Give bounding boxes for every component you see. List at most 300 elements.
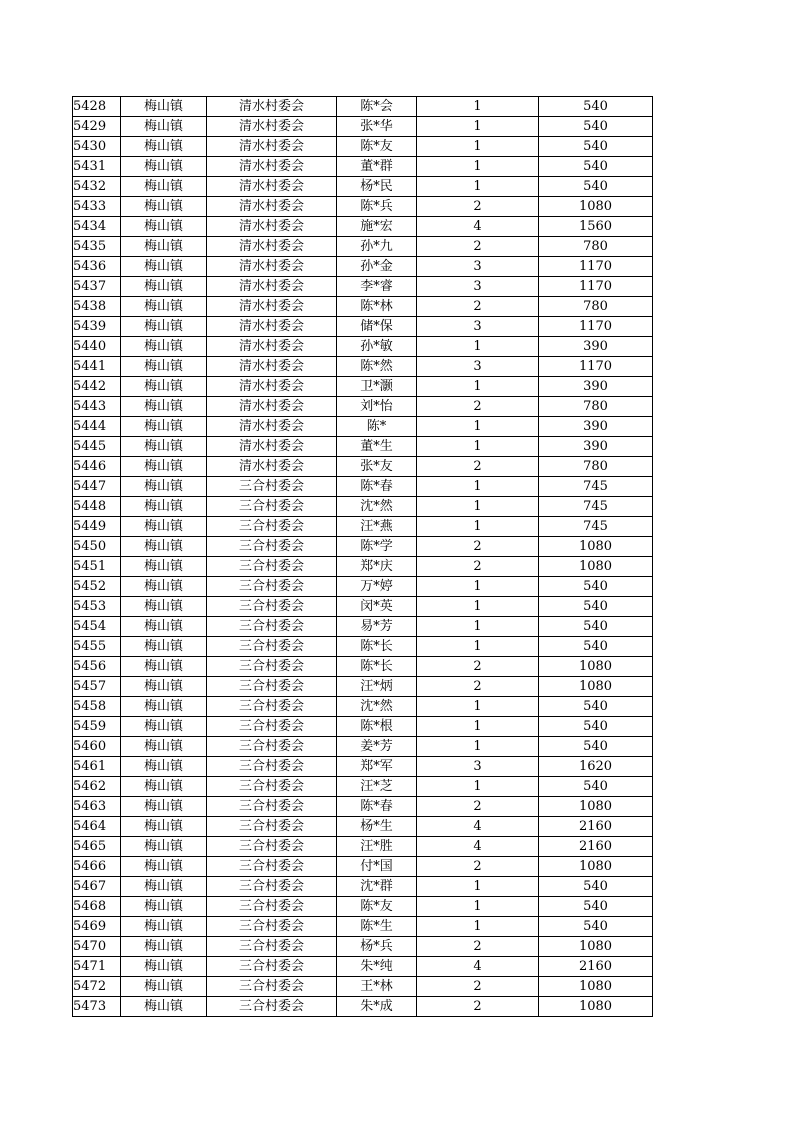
- cell-person-name: 郑*军: [337, 757, 417, 777]
- table-row: [73, 817, 653, 837]
- cell-count: 1: [417, 417, 539, 437]
- cell-amount: 540: [539, 637, 653, 657]
- cell-amount: 1080: [539, 997, 653, 1017]
- cell-serial-number: 5455: [73, 637, 121, 657]
- cell-person-name: 孙*敏: [337, 337, 417, 357]
- cell-town: 梅山镇: [121, 357, 207, 377]
- cell-town: 梅山镇: [121, 957, 207, 977]
- cell-count: 1: [417, 777, 539, 797]
- table-row: [73, 897, 653, 917]
- cell-count: 2: [417, 937, 539, 957]
- cell-serial-number: 5462: [73, 777, 121, 797]
- cell-village-committee: 三合村委会: [207, 857, 337, 877]
- cell-count: 3: [417, 257, 539, 277]
- cell-town: 梅山镇: [121, 737, 207, 757]
- table-body: [73, 97, 653, 1017]
- cell-town: 梅山镇: [121, 797, 207, 817]
- cell-amount: 540: [539, 117, 653, 137]
- cell-count: 2: [417, 397, 539, 417]
- cell-village-committee: 三合村委会: [207, 777, 337, 797]
- cell-town: 梅山镇: [121, 137, 207, 157]
- cell-count: 2: [417, 797, 539, 817]
- table-row: [73, 517, 653, 537]
- cell-person-name: 汪*炳: [337, 677, 417, 697]
- cell-town: 梅山镇: [121, 377, 207, 397]
- table-row: [73, 957, 653, 977]
- cell-count: 4: [417, 817, 539, 837]
- cell-town: 梅山镇: [121, 277, 207, 297]
- cell-town: 梅山镇: [121, 497, 207, 517]
- table-row: [73, 617, 653, 637]
- cell-amount: 745: [539, 497, 653, 517]
- cell-town: 梅山镇: [121, 297, 207, 317]
- cell-village-committee: 清水村委会: [207, 397, 337, 417]
- cell-village-committee: 清水村委会: [207, 217, 337, 237]
- cell-person-name: 张*华: [337, 117, 417, 137]
- cell-person-name: 陈*然: [337, 357, 417, 377]
- cell-count: 3: [417, 357, 539, 377]
- cell-amount: 1080: [539, 857, 653, 877]
- cell-amount: 540: [539, 137, 653, 157]
- table-row: [73, 437, 653, 457]
- cell-amount: 1170: [539, 357, 653, 377]
- cell-town: 梅山镇: [121, 617, 207, 637]
- cell-serial-number: 5443: [73, 397, 121, 417]
- cell-serial-number: 5428: [73, 97, 121, 117]
- cell-village-committee: 三合村委会: [207, 917, 337, 937]
- cell-serial-number: 5456: [73, 657, 121, 677]
- cell-amount: 540: [539, 577, 653, 597]
- cell-town: 梅山镇: [121, 757, 207, 777]
- cell-village-committee: 三合村委会: [207, 897, 337, 917]
- cell-count: 1: [417, 577, 539, 597]
- cell-serial-number: 5472: [73, 977, 121, 997]
- cell-village-committee: 清水村委会: [207, 237, 337, 257]
- cell-count: 2: [417, 857, 539, 877]
- cell-amount: 1080: [539, 657, 653, 677]
- cell-amount: 540: [539, 917, 653, 937]
- cell-count: 2: [417, 657, 539, 677]
- cell-village-committee: 三合村委会: [207, 817, 337, 837]
- cell-count: 4: [417, 837, 539, 857]
- table-row: [73, 557, 653, 577]
- cell-serial-number: 5444: [73, 417, 121, 437]
- cell-count: 3: [417, 757, 539, 777]
- cell-town: 梅山镇: [121, 197, 207, 217]
- table-row: [73, 277, 653, 297]
- cell-village-committee: 清水村委会: [207, 317, 337, 337]
- cell-amount: 1080: [539, 977, 653, 997]
- cell-town: 梅山镇: [121, 637, 207, 657]
- cell-count: 1: [417, 897, 539, 917]
- cell-person-name: 陈*生: [337, 917, 417, 937]
- cell-serial-number: 5460: [73, 737, 121, 757]
- cell-person-name: 陈*春: [337, 477, 417, 497]
- cell-count: 1: [417, 517, 539, 537]
- cell-amount: 390: [539, 417, 653, 437]
- cell-serial-number: 5450: [73, 537, 121, 557]
- cell-village-committee: 三合村委会: [207, 737, 337, 757]
- cell-village-committee: 三合村委会: [207, 597, 337, 617]
- table-row: [73, 457, 653, 477]
- cell-village-committee: 清水村委会: [207, 457, 337, 477]
- table-row: [73, 637, 653, 657]
- cell-serial-number: 5431: [73, 157, 121, 177]
- cell-person-name: 朱*成: [337, 997, 417, 1017]
- cell-village-committee: 清水村委会: [207, 277, 337, 297]
- cell-village-committee: 三合村委会: [207, 557, 337, 577]
- cell-person-name: 姜*芳: [337, 737, 417, 757]
- table-row: [73, 197, 653, 217]
- cell-town: 梅山镇: [121, 837, 207, 857]
- cell-town: 梅山镇: [121, 997, 207, 1017]
- cell-village-committee: 三合村委会: [207, 657, 337, 677]
- cell-amount: 1080: [539, 557, 653, 577]
- cell-serial-number: 5468: [73, 897, 121, 917]
- cell-village-committee: 清水村委会: [207, 197, 337, 217]
- cell-village-committee: 清水村委会: [207, 117, 337, 137]
- cell-village-committee: 清水村委会: [207, 257, 337, 277]
- cell-amount: 2160: [539, 957, 653, 977]
- cell-amount: 1080: [539, 937, 653, 957]
- cell-serial-number: 5465: [73, 837, 121, 857]
- cell-serial-number: 5461: [73, 757, 121, 777]
- cell-village-committee: 三合村委会: [207, 677, 337, 697]
- cell-person-name: 沈*群: [337, 877, 417, 897]
- cell-town: 梅山镇: [121, 337, 207, 357]
- table-row: [73, 97, 653, 117]
- cell-amount: 780: [539, 457, 653, 477]
- cell-serial-number: 5467: [73, 877, 121, 897]
- cell-serial-number: 5463: [73, 797, 121, 817]
- cell-count: 2: [417, 297, 539, 317]
- cell-serial-number: 5446: [73, 457, 121, 477]
- table-row: [73, 597, 653, 617]
- cell-count: 1: [417, 157, 539, 177]
- cell-town: 梅山镇: [121, 817, 207, 837]
- cell-town: 梅山镇: [121, 177, 207, 197]
- cell-serial-number: 5439: [73, 317, 121, 337]
- cell-village-committee: 三合村委会: [207, 477, 337, 497]
- cell-amount: 1170: [539, 257, 653, 277]
- cell-amount: 390: [539, 377, 653, 397]
- cell-village-committee: 三合村委会: [207, 537, 337, 557]
- cell-town: 梅山镇: [121, 97, 207, 117]
- cell-serial-number: 5473: [73, 997, 121, 1017]
- cell-serial-number: 5448: [73, 497, 121, 517]
- cell-person-name: 卫*灏: [337, 377, 417, 397]
- table-row: [73, 997, 653, 1017]
- cell-amount: 540: [539, 877, 653, 897]
- cell-person-name: 李*睿: [337, 277, 417, 297]
- cell-amount: 540: [539, 157, 653, 177]
- cell-amount: 540: [539, 737, 653, 757]
- cell-person-name: 施*宏: [337, 217, 417, 237]
- cell-village-committee: 三合村委会: [207, 697, 337, 717]
- table-row: [73, 217, 653, 237]
- cell-town: 梅山镇: [121, 917, 207, 937]
- cell-count: 1: [417, 337, 539, 357]
- table-row: [73, 317, 653, 337]
- cell-amount: 1080: [539, 197, 653, 217]
- cell-count: 2: [417, 677, 539, 697]
- cell-village-committee: 清水村委会: [207, 377, 337, 397]
- cell-serial-number: 5438: [73, 297, 121, 317]
- cell-serial-number: 5445: [73, 437, 121, 457]
- cell-amount: 2160: [539, 837, 653, 857]
- cell-amount: 1170: [539, 277, 653, 297]
- cell-village-committee: 清水村委会: [207, 177, 337, 197]
- cell-person-name: 张*友: [337, 457, 417, 477]
- cell-amount: 745: [539, 477, 653, 497]
- cell-amount: 1080: [539, 797, 653, 817]
- cell-serial-number: 5464: [73, 817, 121, 837]
- cell-person-name: 付*国: [337, 857, 417, 877]
- table-row: [73, 157, 653, 177]
- cell-serial-number: 5454: [73, 617, 121, 637]
- cell-person-name: 陈*友: [337, 137, 417, 157]
- table-row: [73, 237, 653, 257]
- cell-person-name: 沈*然: [337, 697, 417, 717]
- cell-town: 梅山镇: [121, 937, 207, 957]
- cell-person-name: 董*群: [337, 157, 417, 177]
- cell-person-name: 刘*怡: [337, 397, 417, 417]
- table-row: [73, 837, 653, 857]
- cell-amount: 745: [539, 517, 653, 537]
- cell-amount: 540: [539, 97, 653, 117]
- table-row: [73, 857, 653, 877]
- table-row: [73, 297, 653, 317]
- cell-village-committee: 三合村委会: [207, 757, 337, 777]
- cell-village-committee: 清水村委会: [207, 337, 337, 357]
- cell-village-committee: 清水村委会: [207, 137, 337, 157]
- cell-count: 1: [417, 497, 539, 517]
- cell-count: 2: [417, 237, 539, 257]
- cell-amount: 2160: [539, 817, 653, 837]
- cell-count: 1: [417, 917, 539, 937]
- cell-person-name: 杨*兵: [337, 937, 417, 957]
- cell-town: 梅山镇: [121, 417, 207, 437]
- cell-serial-number: 5451: [73, 557, 121, 577]
- cell-town: 梅山镇: [121, 237, 207, 257]
- cell-town: 梅山镇: [121, 777, 207, 797]
- cell-serial-number: 5441: [73, 357, 121, 377]
- cell-serial-number: 5430: [73, 137, 121, 157]
- cell-village-committee: 三合村委会: [207, 837, 337, 857]
- cell-serial-number: 5447: [73, 477, 121, 497]
- cell-village-committee: 三合村委会: [207, 997, 337, 1017]
- table-row: [73, 877, 653, 897]
- cell-amount: 390: [539, 337, 653, 357]
- cell-amount: 540: [539, 777, 653, 797]
- cell-town: 梅山镇: [121, 117, 207, 137]
- cell-count: 1: [417, 97, 539, 117]
- cell-serial-number: 5459: [73, 717, 121, 737]
- cell-town: 梅山镇: [121, 157, 207, 177]
- table-row: [73, 137, 653, 157]
- cell-amount: 1560: [539, 217, 653, 237]
- cell-serial-number: 5436: [73, 257, 121, 277]
- table-row: [73, 337, 653, 357]
- cell-village-committee: 清水村委会: [207, 417, 337, 437]
- cell-serial-number: 5471: [73, 957, 121, 977]
- cell-count: 2: [417, 197, 539, 217]
- cell-amount: 540: [539, 617, 653, 637]
- cell-person-name: 陈*友: [337, 897, 417, 917]
- cell-amount: 540: [539, 697, 653, 717]
- cell-serial-number: 5433: [73, 197, 121, 217]
- table-row: [73, 117, 653, 137]
- cell-count: 3: [417, 277, 539, 297]
- cell-amount: 780: [539, 397, 653, 417]
- cell-amount: 1080: [539, 537, 653, 557]
- cell-count: 1: [417, 377, 539, 397]
- cell-village-committee: 三合村委会: [207, 517, 337, 537]
- cell-serial-number: 5429: [73, 117, 121, 137]
- cell-person-name: 储*保: [337, 317, 417, 337]
- cell-person-name: 郑*庆: [337, 557, 417, 577]
- table-row: [73, 377, 653, 397]
- cell-count: 1: [417, 597, 539, 617]
- cell-village-committee: 三合村委会: [207, 957, 337, 977]
- cell-person-name: 王*林: [337, 977, 417, 997]
- cell-person-name: 汪*胜: [337, 837, 417, 857]
- cell-town: 梅山镇: [121, 877, 207, 897]
- cell-amount: 540: [539, 897, 653, 917]
- cell-village-committee: 三合村委会: [207, 497, 337, 517]
- cell-count: 1: [417, 717, 539, 737]
- cell-person-name: 孙*九: [337, 237, 417, 257]
- cell-person-name: 易*芳: [337, 617, 417, 637]
- cell-count: 2: [417, 977, 539, 997]
- cell-village-committee: 三合村委会: [207, 877, 337, 897]
- cell-village-committee: 三合村委会: [207, 977, 337, 997]
- cell-person-name: 朱*纯: [337, 957, 417, 977]
- cell-serial-number: 5470: [73, 937, 121, 957]
- table-row: [73, 537, 653, 557]
- cell-town: 梅山镇: [121, 317, 207, 337]
- cell-town: 梅山镇: [121, 437, 207, 457]
- cell-count: 1: [417, 477, 539, 497]
- table-row: [73, 697, 653, 717]
- table-row: [73, 477, 653, 497]
- cell-serial-number: 5442: [73, 377, 121, 397]
- table-row: [73, 797, 653, 817]
- cell-town: 梅山镇: [121, 217, 207, 237]
- table-row: [73, 937, 653, 957]
- cell-serial-number: 5458: [73, 697, 121, 717]
- cell-count: 1: [417, 737, 539, 757]
- cell-person-name: 沈*然: [337, 497, 417, 517]
- cell-person-name: 汪*燕: [337, 517, 417, 537]
- cell-person-name: 陈*长: [337, 637, 417, 657]
- cell-person-name: 陈*林: [337, 297, 417, 317]
- cell-town: 梅山镇: [121, 257, 207, 277]
- cell-count: 1: [417, 117, 539, 137]
- table-row: [73, 577, 653, 597]
- cell-person-name: 陈*会: [337, 97, 417, 117]
- cell-amount: 1620: [539, 757, 653, 777]
- cell-town: 梅山镇: [121, 977, 207, 997]
- cell-count: 2: [417, 457, 539, 477]
- table-row: [73, 777, 653, 797]
- cell-amount: 780: [539, 237, 653, 257]
- cell-amount: 1080: [539, 677, 653, 697]
- cell-person-name: 陈*学: [337, 537, 417, 557]
- cell-village-committee: 三合村委会: [207, 637, 337, 657]
- cell-town: 梅山镇: [121, 557, 207, 577]
- cell-count: 4: [417, 957, 539, 977]
- cell-person-name: 孙*金: [337, 257, 417, 277]
- cell-amount: 540: [539, 177, 653, 197]
- cell-serial-number: 5440: [73, 337, 121, 357]
- cell-person-name: 陈*: [337, 417, 417, 437]
- cell-serial-number: 5452: [73, 577, 121, 597]
- cell-count: 1: [417, 877, 539, 897]
- cell-amount: 780: [539, 297, 653, 317]
- cell-count: 2: [417, 537, 539, 557]
- table-row: [73, 737, 653, 757]
- table-row: [73, 677, 653, 697]
- table-row: [73, 657, 653, 677]
- table-row: [73, 917, 653, 937]
- cell-person-name: 陈*春: [337, 797, 417, 817]
- cell-village-committee: 清水村委会: [207, 157, 337, 177]
- cell-person-name: 杨*生: [337, 817, 417, 837]
- table-row: [73, 757, 653, 777]
- cell-person-name: 闵*英: [337, 597, 417, 617]
- table-row: [73, 417, 653, 437]
- cell-amount: 540: [539, 717, 653, 737]
- cell-village-committee: 三合村委会: [207, 717, 337, 737]
- data-table: [72, 96, 653, 1017]
- table-row: [73, 397, 653, 417]
- cell-town: 梅山镇: [121, 697, 207, 717]
- cell-town: 梅山镇: [121, 577, 207, 597]
- cell-person-name: 陈*兵: [337, 197, 417, 217]
- cell-person-name: 陈*根: [337, 717, 417, 737]
- table-row: [73, 257, 653, 277]
- cell-serial-number: 5453: [73, 597, 121, 617]
- cell-count: 2: [417, 557, 539, 577]
- table-row: [73, 177, 653, 197]
- cell-serial-number: 5437: [73, 277, 121, 297]
- cell-village-committee: 三合村委会: [207, 577, 337, 597]
- cell-person-name: 董*生: [337, 437, 417, 457]
- cell-serial-number: 5432: [73, 177, 121, 197]
- cell-count: 1: [417, 617, 539, 637]
- cell-town: 梅山镇: [121, 857, 207, 877]
- cell-serial-number: 5434: [73, 217, 121, 237]
- cell-town: 梅山镇: [121, 717, 207, 737]
- cell-amount: 540: [539, 597, 653, 617]
- cell-person-name: 陈*长: [337, 657, 417, 677]
- cell-count: 1: [417, 697, 539, 717]
- cell-village-committee: 三合村委会: [207, 617, 337, 637]
- cell-village-committee: 清水村委会: [207, 97, 337, 117]
- cell-person-name: 汪*芝: [337, 777, 417, 797]
- cell-count: 1: [417, 637, 539, 657]
- cell-count: 4: [417, 217, 539, 237]
- cell-person-name: 杨*民: [337, 177, 417, 197]
- cell-count: 3: [417, 317, 539, 337]
- cell-count: 1: [417, 437, 539, 457]
- cell-amount: 390: [539, 437, 653, 457]
- cell-count: 2: [417, 997, 539, 1017]
- cell-village-committee: 三合村委会: [207, 797, 337, 817]
- cell-village-committee: 清水村委会: [207, 357, 337, 377]
- cell-amount: 1170: [539, 317, 653, 337]
